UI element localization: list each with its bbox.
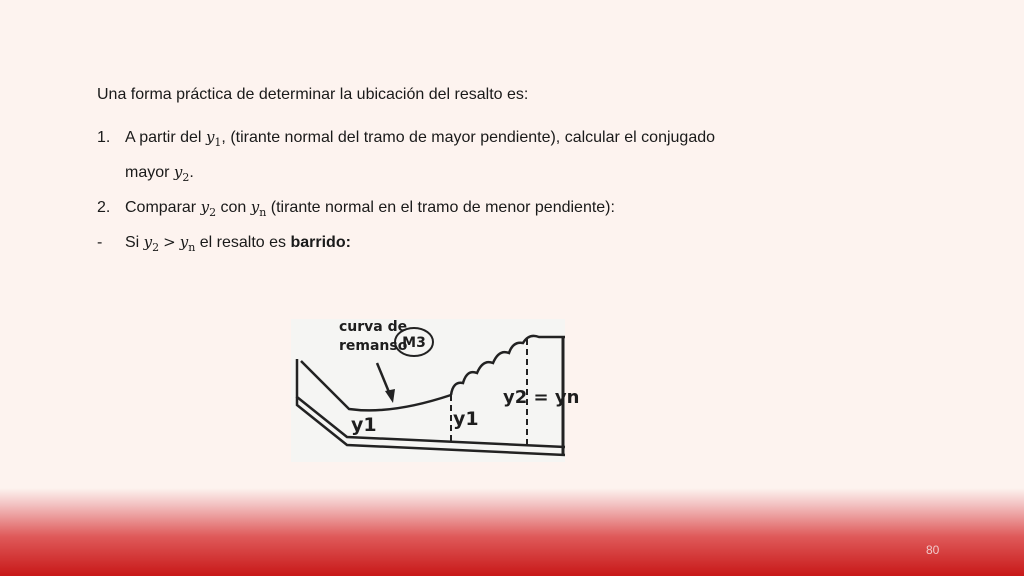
step-1 bbox=[97, 126, 715, 154]
math-y1: $y_1$ bbox=[205, 128, 222, 149]
step-1-continuation bbox=[125, 161, 194, 189]
label-remanso: remanso bbox=[339, 338, 408, 354]
label-y1-left: y1 bbox=[351, 414, 377, 436]
label-y1-jump: y1 bbox=[453, 408, 479, 430]
step-1-cont-post: . bbox=[189, 164, 194, 181]
math-y2: $y_2$ bbox=[200, 198, 217, 219]
step-1-post: , (tirante normal del tramo de mayor pendiente), calcular el conjugado bbox=[221, 129, 716, 146]
bullet-condition bbox=[97, 231, 351, 259]
step-2 bbox=[97, 196, 615, 224]
label-y2-yn: y2 = yn bbox=[503, 387, 580, 408]
step-1-number: 1. bbox=[97, 129, 111, 146]
step-2-pre: Comparar bbox=[125, 199, 201, 216]
water-surface-m3-curve bbox=[301, 361, 451, 410]
step-2-number: 2. bbox=[97, 199, 111, 216]
math-y2: $y_2$ bbox=[173, 163, 190, 184]
intro-line: Una forma práctica de determinar la ubicación del resalto es: bbox=[97, 86, 529, 103]
bullet-bold-term: barrido: bbox=[290, 234, 351, 251]
math-y2: $y_2$ bbox=[143, 233, 160, 254]
label-m3: M3 bbox=[402, 335, 426, 351]
greater-than-symbol: > bbox=[163, 233, 176, 251]
math-yn: $y_n$ bbox=[250, 198, 267, 219]
bullet-pre: Si bbox=[125, 234, 144, 251]
page-number: 80 bbox=[926, 543, 940, 557]
label-curva-de: curva de bbox=[339, 319, 408, 335]
bullet-post: el resalto es bbox=[195, 234, 291, 251]
hydraulic-jump-diagram bbox=[291, 319, 580, 462]
footer-band bbox=[0, 488, 1024, 576]
step-1-pre: A partir del bbox=[125, 129, 206, 146]
diagram-svg bbox=[291, 319, 580, 462]
math-yn: $y_n$ bbox=[179, 233, 196, 254]
step-2-post: (tirante normal en el tramo de menor pendiente): bbox=[266, 199, 615, 216]
step-2-mid: con bbox=[216, 199, 251, 216]
arrow-head-icon bbox=[385, 389, 395, 403]
step-1-cont-pre: mayor bbox=[125, 164, 174, 181]
bullet-dash: - bbox=[97, 234, 103, 251]
